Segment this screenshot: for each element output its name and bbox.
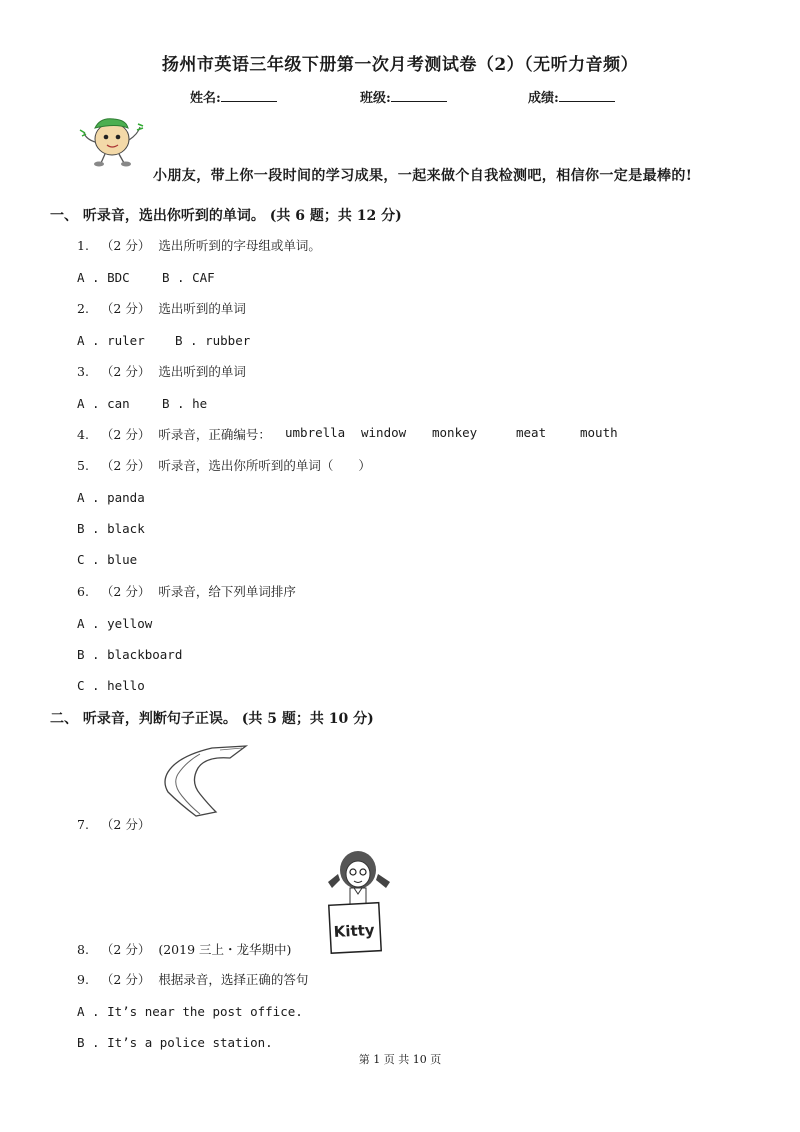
name-label: 姓名: [190, 91, 221, 106]
score-blank [559, 89, 615, 102]
question-text: 根据录音，选择正确的答句 [158, 972, 309, 987]
option-c[interactable]: C . hello [77, 678, 145, 693]
option-b[interactable]: B . he [162, 396, 208, 411]
score-label: 成绩: [528, 91, 559, 106]
greeting-text: 小朋友，带上你一段时间的学习成果，一起来做个自我检测吧，相信你一定是最棒的! [153, 168, 693, 184]
question-text: 听录音，选出你所听到的单词（ ） [158, 458, 371, 473]
question-9 [77, 970, 308, 988]
option-a[interactable]: A . yellow [77, 616, 153, 631]
question-points: （2 分） [100, 238, 151, 253]
question-1 [77, 236, 321, 254]
question-points: （2 分） [100, 301, 151, 316]
question-text: 选出所听到的字母组或单词。 [158, 238, 321, 253]
word-meat: meat [516, 425, 547, 440]
question-number: 6. [77, 584, 89, 599]
question-source: (2019 三上・龙华期中) [158, 942, 292, 957]
question-points: （2 分） [100, 584, 151, 599]
question-number: 8. [77, 942, 89, 957]
option-a[interactable]: A . It’s near the post office. [77, 1004, 303, 1019]
question-points: （2 分） [100, 942, 151, 957]
option-a[interactable]: A . can [77, 396, 130, 411]
question-8 [77, 940, 291, 958]
question-number: 9. [77, 972, 89, 987]
question-7 [77, 815, 150, 833]
question-number: 2. [77, 301, 89, 316]
question-text: 选出听到的单词 [158, 364, 246, 379]
name-field [190, 87, 277, 106]
question-number: 1. [77, 238, 89, 253]
option-b[interactable]: B . rubber [175, 333, 251, 348]
question-4 [77, 425, 271, 443]
scarf-illustration [160, 742, 250, 822]
question-points: （2 分） [100, 972, 151, 987]
option-a[interactable]: A . BDC [77, 270, 130, 285]
class-label: 班级: [360, 91, 391, 106]
question-3 [77, 362, 246, 380]
question-number: 7. [77, 817, 89, 832]
mascot-illustration [78, 114, 146, 168]
option-b[interactable]: B . black [77, 521, 145, 536]
option-b[interactable]: B . It’s a police station. [77, 1035, 273, 1050]
question-text: 选出听到的单词 [158, 301, 246, 316]
word-mouth: mouth [580, 425, 618, 440]
question-number: 3. [77, 364, 89, 379]
option-a[interactable]: A . ruler [77, 333, 145, 348]
question-points: （2 分） [100, 458, 151, 473]
option-a[interactable]: A . panda [77, 490, 145, 505]
question-2 [77, 299, 246, 317]
question-points: （2 分） [100, 364, 151, 379]
question-points: （2 分） [100, 427, 151, 442]
question-number: 5. [77, 458, 89, 473]
class-blank [391, 89, 447, 102]
page-footer: 第 1 页 共 10 页 [358, 1053, 442, 1066]
question-6 [77, 582, 296, 600]
option-c[interactable]: C . blue [77, 552, 138, 567]
question-text: 听录音，正确编号： [158, 427, 271, 442]
kitty-girl-illustration [324, 848, 394, 954]
question-text: 听录音，给下列单词排序 [158, 584, 296, 599]
word-umbrella: umbrella [285, 425, 346, 440]
word-monkey: monkey [432, 425, 478, 440]
option-b[interactable]: B . CAF [162, 270, 215, 285]
class-field [360, 87, 447, 106]
question-points: （2 分） [100, 817, 151, 832]
word-window: window [361, 425, 407, 440]
option-b[interactable]: B . blackboard [77, 647, 183, 662]
question-5 [77, 456, 371, 474]
score-field [528, 87, 615, 106]
section-2-heading: 二、 听录音，判断句子正误。 (共 5 题；共 10 分) [50, 711, 374, 727]
name-blank [221, 89, 277, 102]
kitty-sign-text: Kitty [333, 920, 376, 942]
page-title: 扬州市英语三年级下册第一次月考测试卷（2）（无听力音频） [161, 55, 639, 75]
question-number: 4. [77, 427, 89, 442]
section-1-heading: 一、 听录音，选出你听到的单词。 (共 6 题；共 12 分) [50, 208, 402, 224]
